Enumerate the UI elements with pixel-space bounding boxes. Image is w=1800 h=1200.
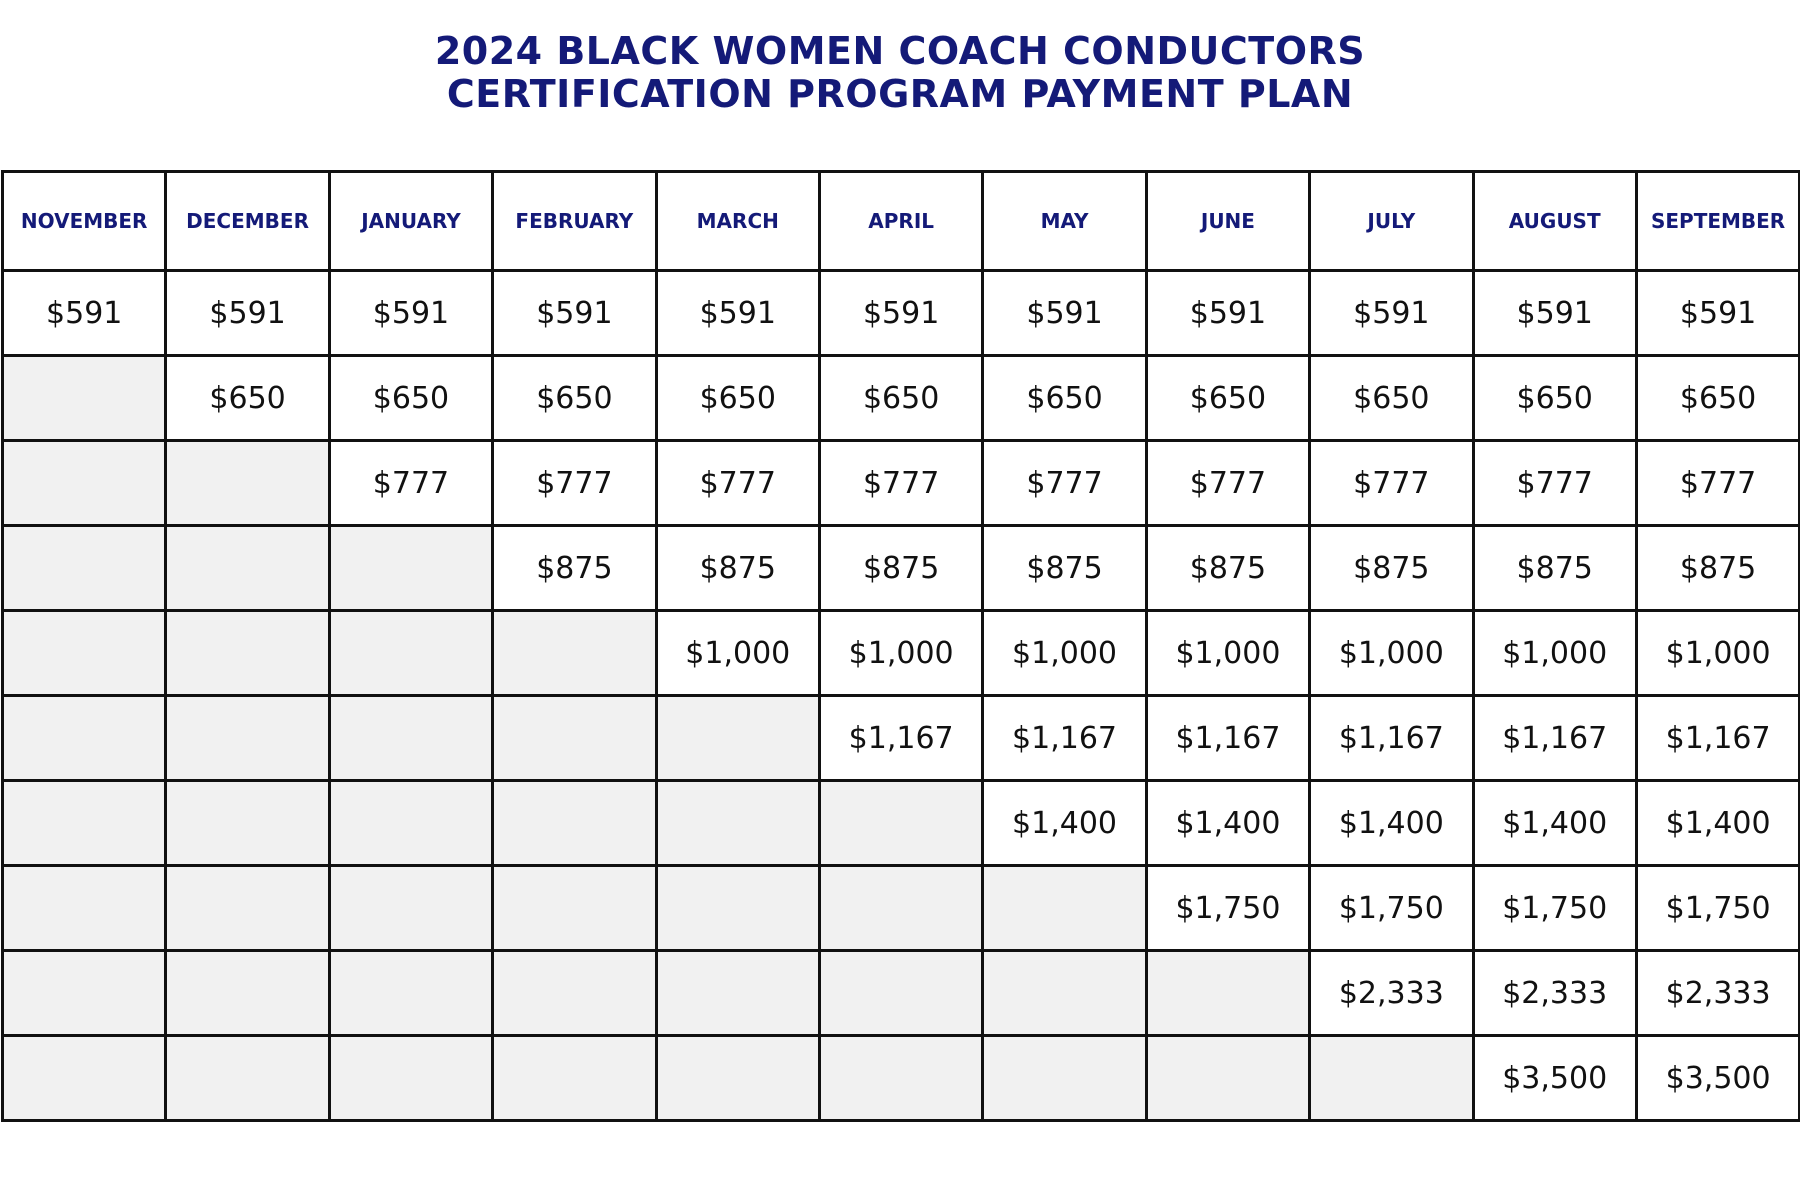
payment-amount-cell: $777 [493,441,656,526]
payment-amount-cell: $875 [493,526,656,611]
empty-cell [819,951,982,1036]
payment-amount-cell: $1,000 [1636,611,1799,696]
column-header-january: JANUARY [329,172,492,271]
empty-cell [166,866,329,951]
payment-plan-table [1,170,1800,1122]
payment-amount-cell: $777 [329,441,492,526]
payment-amount-cell: $777 [1310,441,1473,526]
payment-amount-cell: $650 [493,356,656,441]
column-header-september: SEPTEMBER [1636,172,1799,271]
empty-cell [656,951,819,1036]
empty-cell [166,526,329,611]
column-header-april: APRIL [819,172,982,271]
payment-amount-cell: $591 [1310,271,1473,356]
table-header-row [3,172,1800,271]
payment-amount-cell: $650 [1310,356,1473,441]
empty-cell [329,696,492,781]
payment-amount-cell: $875 [819,526,982,611]
column-header-march: MARCH [656,172,819,271]
payment-amount-cell: $3,500 [1473,1036,1636,1121]
payment-amount-cell: $2,333 [1473,951,1636,1036]
payment-amount-cell: $591 [166,271,329,356]
payment-amount-cell: $2,333 [1310,951,1473,1036]
payment-amount-cell: $650 [329,356,492,441]
empty-cell [819,1036,982,1121]
payment-amount-cell: $591 [493,271,656,356]
empty-cell [329,781,492,866]
payment-amount-cell: $650 [819,356,982,441]
title-line-2: CERTIFICATION PROGRAM PAYMENT PLAN [446,72,1354,116]
payment-amount-cell: $591 [656,271,819,356]
column-header-february: FEBRUARY [493,172,656,271]
empty-cell [1146,951,1309,1036]
empty-cell [983,1036,1146,1121]
column-header-may: MAY [983,172,1146,271]
table-body [3,271,1800,1121]
table-row [3,866,1800,951]
payment-amount-cell: $1,750 [1146,866,1309,951]
table-row [3,696,1800,781]
empty-cell [329,951,492,1036]
table-row [3,441,1800,526]
empty-cell [3,356,166,441]
payment-amount-cell: $875 [656,526,819,611]
payment-amount-cell: $875 [1310,526,1473,611]
payment-amount-cell: $777 [819,441,982,526]
payment-amount-cell: $650 [656,356,819,441]
empty-cell [3,696,166,781]
empty-cell [819,781,982,866]
empty-cell [493,866,656,951]
empty-cell [656,696,819,781]
empty-cell [166,781,329,866]
empty-cell [329,866,492,951]
payment-amount-cell: $591 [329,271,492,356]
empty-cell [3,611,166,696]
empty-cell [3,441,166,526]
payment-amount-cell: $1,400 [1146,781,1309,866]
empty-cell [1146,1036,1309,1121]
payment-amount-cell: $875 [1636,526,1799,611]
payment-amount-cell: $1,000 [656,611,819,696]
empty-cell [493,781,656,866]
empty-cell [166,611,329,696]
payment-amount-cell: $1,167 [1473,696,1636,781]
empty-cell [166,951,329,1036]
payment-amount-cell: $591 [3,271,166,356]
column-header-july: JULY [1310,172,1473,271]
payment-amount-cell: $1,167 [1636,696,1799,781]
empty-cell [329,1036,492,1121]
payment-amount-cell: $3,500 [1636,1036,1799,1121]
title-line-1: 2024 BLACK WOMEN COACH CONDUCTORS [434,29,1366,73]
empty-cell [493,1036,656,1121]
payment-amount-cell: $777 [983,441,1146,526]
table-row [3,781,1800,866]
payment-amount-cell: $875 [1473,526,1636,611]
table-row [3,951,1800,1036]
empty-cell [656,866,819,951]
table-row [3,611,1800,696]
table-row [3,1036,1800,1121]
payment-amount-cell: $777 [1636,441,1799,526]
payment-amount-cell: $2,333 [1636,951,1799,1036]
empty-cell [329,611,492,696]
payment-amount-cell: $591 [819,271,982,356]
empty-cell [493,611,656,696]
payment-amount-cell: $1,400 [983,781,1146,866]
payment-amount-cell: $1,167 [1310,696,1473,781]
empty-cell [166,441,329,526]
payment-amount-cell: $1,000 [1146,611,1309,696]
payment-amount-cell: $591 [1146,271,1309,356]
payment-amount-cell: $1,167 [1146,696,1309,781]
empty-cell [1310,1036,1473,1121]
empty-cell [166,696,329,781]
empty-cell [983,951,1146,1036]
empty-cell [983,866,1146,951]
payment-amount-cell: $777 [656,441,819,526]
payment-amount-cell: $1,750 [1473,866,1636,951]
empty-cell [3,951,166,1036]
payment-amount-cell: $1,400 [1473,781,1636,866]
empty-cell [3,781,166,866]
payment-amount-cell: $1,000 [983,611,1146,696]
payment-amount-cell: $1,167 [819,696,982,781]
payment-amount-cell: $1,750 [1310,866,1473,951]
empty-cell [656,1036,819,1121]
column-header-december: DECEMBER [166,172,329,271]
payment-amount-cell: $1,000 [1310,611,1473,696]
payment-amount-cell: $591 [983,271,1146,356]
empty-cell [493,951,656,1036]
table-row [3,356,1800,441]
table-row [3,271,1800,356]
empty-cell [656,781,819,866]
payment-amount-cell: $777 [1146,441,1309,526]
payment-amount-cell: $1,750 [1636,866,1799,951]
empty-cell [329,526,492,611]
payment-amount-cell: $650 [983,356,1146,441]
empty-cell [819,866,982,951]
payment-amount-cell: $1,000 [1473,611,1636,696]
payment-amount-cell: $650 [1146,356,1309,441]
payment-amount-cell: $1,400 [1636,781,1799,866]
column-header-august: AUGUST [1473,172,1636,271]
payment-amount-cell: $875 [983,526,1146,611]
table-row [3,526,1800,611]
empty-cell [166,1036,329,1121]
payment-amount-cell: $1,000 [819,611,982,696]
empty-cell [493,696,656,781]
payment-amount-cell: $1,167 [983,696,1146,781]
empty-cell [3,866,166,951]
payment-amount-cell: $650 [166,356,329,441]
empty-cell [3,1036,166,1121]
column-header-june: JUNE [1146,172,1309,271]
empty-cell [3,526,166,611]
payment-amount-cell: $591 [1636,271,1799,356]
page-title [0,30,1800,116]
payment-amount-cell: $777 [1473,441,1636,526]
payment-amount-cell: $650 [1636,356,1799,441]
payment-amount-cell: $591 [1473,271,1636,356]
payment-amount-cell: $1,400 [1310,781,1473,866]
payment-amount-cell: $875 [1146,526,1309,611]
column-header-november: NOVEMBER [3,172,166,271]
payment-amount-cell: $650 [1473,356,1636,441]
